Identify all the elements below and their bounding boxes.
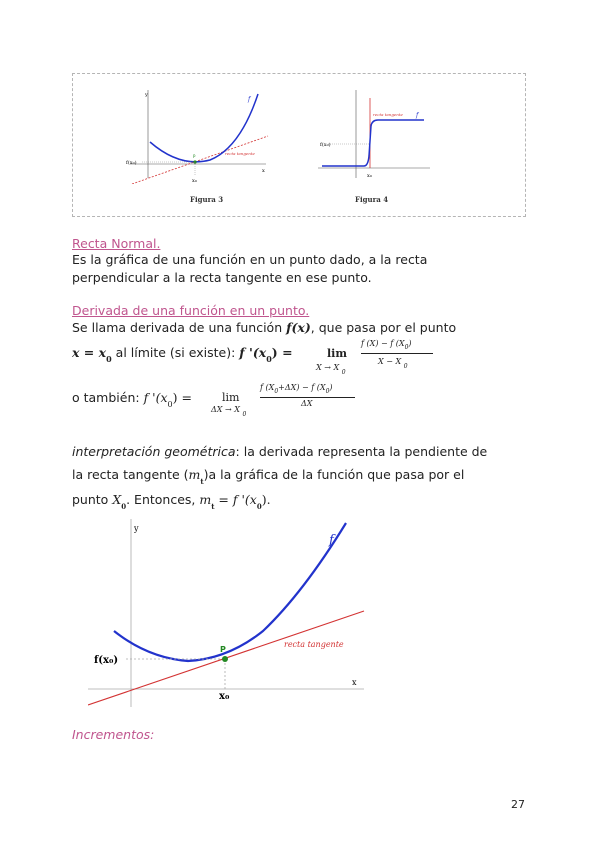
derivada-line-2 bbox=[72, 345, 293, 364]
frac-1-den-idx: 0 bbox=[403, 363, 408, 370]
fig3-y-label: y bbox=[145, 92, 148, 98]
interpretacion-text-1: : la derivada representa la pendiente de bbox=[235, 444, 488, 459]
eq-x-x0: x = x bbox=[72, 345, 107, 360]
derivada-line-2-text: al límite (si existe): bbox=[115, 345, 236, 360]
x0-symbol-sub: 0 bbox=[121, 502, 127, 511]
frac-1-line bbox=[361, 353, 433, 354]
lim-2-sub bbox=[211, 405, 247, 418]
frac-2-num-text: f (X bbox=[260, 383, 275, 392]
derivada-line-3-text: o también: bbox=[72, 390, 140, 405]
frac-2-num-mid: +ΔX) − f (X bbox=[278, 383, 326, 392]
figure-4-graph bbox=[314, 86, 434, 184]
frac-2-num-idx: 0 bbox=[325, 388, 330, 395]
big-tangent-label: recta tangente bbox=[284, 640, 344, 649]
f-prime-2: f '(x bbox=[143, 390, 168, 405]
interpretacion-line-2-post: )a la gráfica de la función que pasa por el bbox=[203, 467, 465, 482]
eq-fprime-close: ). bbox=[261, 492, 271, 507]
recta-normal-text bbox=[72, 251, 532, 287]
f-prime-1-close: ) = bbox=[271, 345, 293, 360]
interpretacion-line-1 bbox=[72, 440, 542, 463]
m-t-2-sub: t bbox=[211, 502, 215, 511]
fig3-p-label: P bbox=[193, 154, 196, 159]
derivada-line-1-post: , que pasa por el punto bbox=[310, 320, 457, 335]
m-t-2: m bbox=[199, 492, 212, 507]
f-prime-1: f '(x bbox=[239, 345, 267, 360]
interpretacion-line-3-pre: punto bbox=[72, 492, 113, 507]
fig4-x0-label: x₀ bbox=[367, 173, 372, 179]
figure-3-graph bbox=[120, 86, 270, 184]
tangent-line-graph bbox=[88, 513, 368, 713]
lim-1: lim bbox=[327, 347, 347, 360]
x0-symbol: X bbox=[112, 492, 122, 507]
interpretacion-line-3-mid: . Entonces, bbox=[126, 492, 200, 507]
derivada-line-3 bbox=[72, 390, 192, 409]
frac-1-num-idx: 0 bbox=[404, 344, 409, 351]
lim-1-sub-text: X → X bbox=[316, 363, 340, 372]
lim-1-sub-idx: 0 bbox=[341, 369, 346, 376]
interpretacion-paragraph bbox=[72, 440, 542, 513]
fig3-f-label: f bbox=[248, 96, 251, 103]
frac-1-denominator bbox=[378, 357, 408, 370]
big-y-label: y bbox=[134, 524, 139, 533]
frac-1-num-text: f (X) − f (X bbox=[361, 339, 405, 348]
incrementos-heading: Incrementos: bbox=[72, 727, 155, 742]
fig3-tangent-label: recta tangente bbox=[225, 151, 255, 156]
f-prime-2-close: ) = bbox=[172, 390, 192, 405]
frac-2-line bbox=[260, 397, 355, 398]
interpretacion-italic: interpretación geométrica bbox=[72, 444, 236, 459]
fig3-x-label: x bbox=[262, 168, 265, 174]
f-prime-2-sub: 0 bbox=[167, 400, 173, 409]
interpretacion-line-2 bbox=[72, 463, 542, 488]
frac-2-numerator: f $(X_0+\Delta X) - f$ $(X_0)$ bbox=[260, 383, 333, 395]
recta-normal-heading: Recta Normal. bbox=[72, 236, 161, 251]
fig4-tangent-label: recta tangente bbox=[373, 112, 403, 117]
fig4-fx0-label: f(x₀) bbox=[320, 142, 331, 148]
derivada-fx: f(x) bbox=[286, 320, 311, 335]
lim-2-sub-idx: 0 bbox=[242, 411, 247, 418]
f-prime-1-sub: 0 bbox=[266, 354, 272, 364]
m-t-1-sub: t bbox=[200, 477, 204, 486]
lim-2-sub-text: ΔX → X bbox=[211, 405, 240, 414]
m-t-1: m bbox=[188, 467, 201, 482]
big-f-label: f bbox=[329, 533, 334, 548]
big-x0-label: x₀ bbox=[219, 691, 230, 702]
frac-1-numerator: f (X) − f $(X_0)$ bbox=[361, 339, 412, 351]
figure-4-caption: Figura 4 bbox=[355, 195, 389, 204]
figure-3-caption: Figura 3 bbox=[190, 195, 224, 204]
page-number: 27 bbox=[511, 798, 525, 811]
frac-1-den-text: X − X bbox=[378, 357, 402, 366]
recta-normal-line-1: Es la gráfica de una función en un punto dado, a la recta bbox=[72, 252, 428, 267]
derivada-line-1-pre: Se llama derivada de una función bbox=[72, 320, 287, 335]
eq-fprime-sub: 0 bbox=[256, 502, 262, 511]
derivada-line-1 bbox=[72, 319, 532, 337]
lim-1-sub bbox=[316, 363, 346, 376]
interpretacion-line-2-pre: la recta tangente ( bbox=[72, 467, 189, 482]
big-x-label: x bbox=[352, 678, 357, 687]
big-fx0-label: f(x₀) bbox=[94, 655, 119, 666]
fig3-fx0-label: f(x₀) bbox=[126, 160, 137, 166]
recta-normal-line-2: perpendicular a la recta tangente en ese punto. bbox=[72, 270, 372, 285]
derivada-heading: Derivada de una función en un punto. bbox=[72, 303, 310, 318]
lim-2: lim bbox=[222, 391, 240, 404]
frac-2-denominator: ΔX bbox=[301, 399, 313, 408]
eq-x0-sub: 0 bbox=[106, 354, 112, 364]
interpretacion-line-3 bbox=[72, 488, 542, 513]
fig3-x0-label: x₀ bbox=[192, 178, 197, 184]
eq-fprime: = f '(x bbox=[214, 492, 257, 507]
big-p-label: P bbox=[220, 645, 226, 654]
fig4-f-label: f bbox=[416, 112, 419, 119]
